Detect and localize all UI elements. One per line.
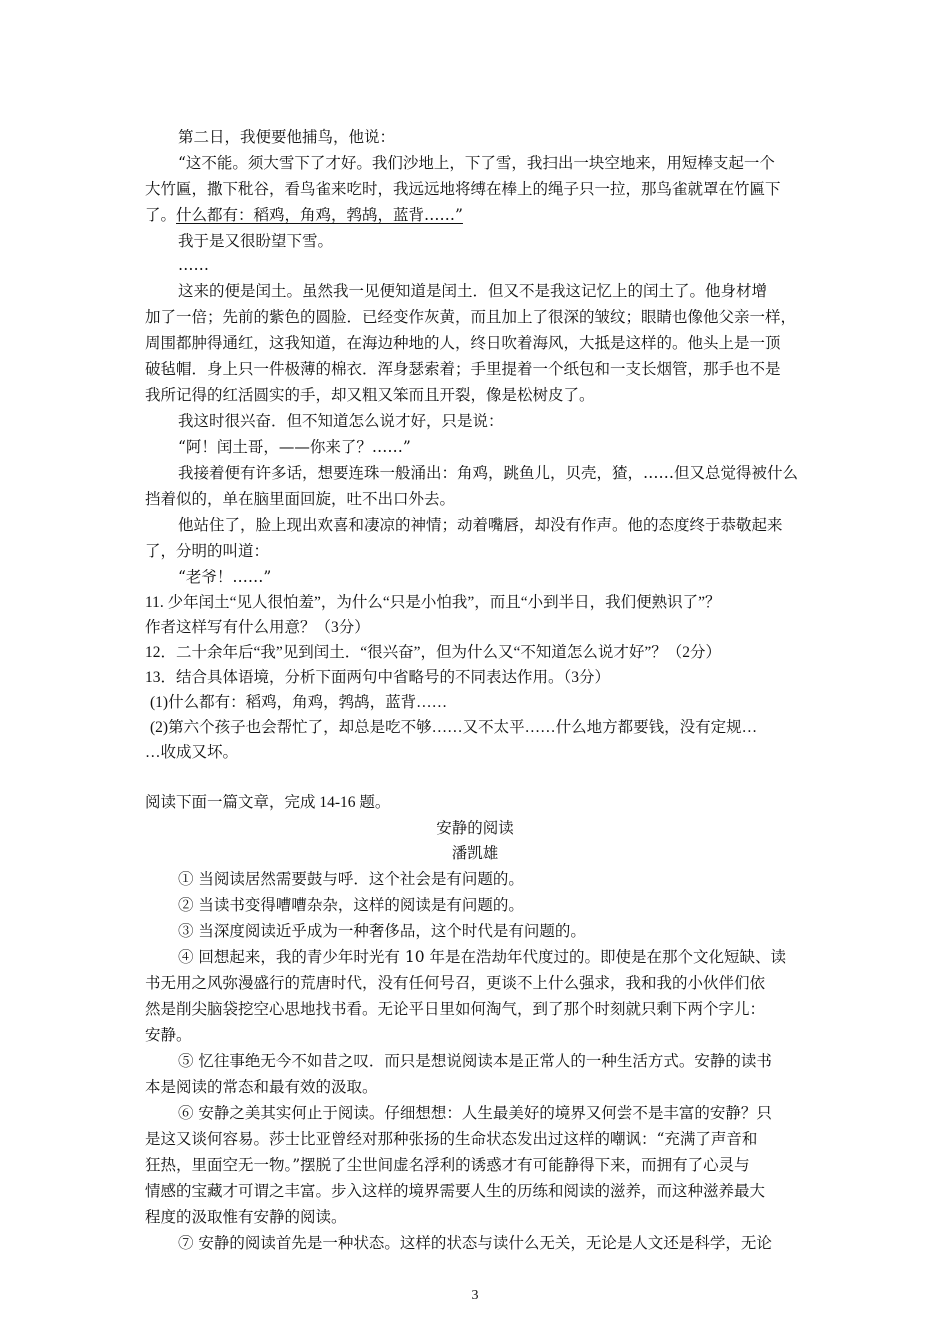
article-line: ② 当读书变得嘈嘈杂杂，这样的阅读是有问题的。 xyxy=(178,896,524,914)
article-line: 书无用之风弥漫盛行的荒唐时代，没有任何号召，更谈不上什么强求，我和我的小伙伴们依 xyxy=(145,974,766,992)
passage-line xyxy=(145,205,463,225)
passage-line: “阿！闰土哥，——你来了？……” xyxy=(178,438,411,456)
article-line: ① 当阅读居然需要鼓与呼．这个社会是有问题的。 xyxy=(178,870,524,888)
article-line: ⑤ 忆往事绝无今不如昔之叹．而只是想说阅读本是正常人的一种生活方式。安静的读书 xyxy=(178,1052,772,1070)
passage-line: 他站住了，脸上现出欢喜和凄凉的神情；动着嘴唇，却没有作声。他的态度终于恭敬起来 xyxy=(178,516,783,534)
passage-line: “老爷！……” xyxy=(178,568,272,586)
passage-line: 了，分明的叫道： xyxy=(145,542,270,560)
passage-line: 我所记得的红活圆实的手，却又粗又笨而且开裂，像是松树皮了。 xyxy=(145,386,595,404)
question-13-item-2-cont: …收成又坏。 xyxy=(145,744,239,761)
question-13: 13．结合具体语境，分析下面两句中省略号的不同表达作用。（3分） xyxy=(145,669,611,686)
passage-line: 周围都肿得通红，这我知道，在海边种地的人，终日吹着海风，大抵是这样的。他头上是一顶 xyxy=(145,334,781,352)
underlined-phrase: 什么都有：稻鸡，角鸡，鹁鸪，蓝背……” xyxy=(176,206,463,224)
article-line: 是这又谈何容易。莎士比亚曾经对那种张扬的生命状态发出过这样的嘲讽：“充满了声音和 xyxy=(145,1130,758,1148)
reading-intro: 阅读下面一篇文章，完成 14-16 题。 xyxy=(145,794,391,811)
passage-line: 这来的便是闰土。虽然我一见便知道是闰土．但又不是我这记忆上的闰土了。他身材增 xyxy=(178,282,768,300)
passage-line: 破毡帽．身上只一件极薄的棉衣．浑身瑟索着；手里提着一个纸包和一支长烟管，那手也不是 xyxy=(145,360,781,378)
article-line: ④ 回想起来，我的青少年时光有 10 年是在浩劫年代度过的。即使是在那个文化短缺、读 xyxy=(178,948,787,966)
article-line: ⑥ 安静之美其实何止于阅读。仔细想想：人生最美好的境界又何尝不是丰富的安静？只 xyxy=(178,1104,772,1122)
article-line: 情感的宝藏才可谓之丰富。步入这样的境界需要人生的历练和阅读的滋养，而这种滋养最大 xyxy=(145,1182,766,1200)
question-13-item-2: (2)第六个孩子也会帮忙了，却总是吃不够……又不太平……什么地方都要钱，没有定规… xyxy=(150,719,758,736)
article-title: 安静的阅读 xyxy=(436,819,514,837)
article-line: 然是削尖脑袋挖空心思地找书看。无论平日里如何淘气，到了那个时刻就只剩下两个字儿： xyxy=(145,1000,766,1018)
article-line: 程度的汲取惟有安静的阅读。 xyxy=(145,1208,347,1226)
passage-text: 了。 xyxy=(145,206,177,224)
passage-line: “这不能。须大雪下了才好。我们沙地上，下了雪，我扫出一块空地来，用短棒支起一个 xyxy=(178,154,775,172)
question-11: 11. 少年闰土“见人很怕羞”，为什么“只是小怕我”，而且“小到半日，我们便熟识了”？ xyxy=(145,594,721,611)
question-11-cont: 作者这样写有什么用意？（3分） xyxy=(145,619,370,636)
passage-line: 我接着便有许多话，想要连珠一般涌出：角鸡，跳鱼儿，贝壳，猹，……但又总觉得被什么 xyxy=(178,464,799,482)
article-line: 安静。 xyxy=(145,1026,192,1044)
passage-line: 挡着似的，单在脑里面回旋，吐不出口外去。 xyxy=(145,490,456,508)
passage-ellipsis: …… xyxy=(178,256,209,274)
article-line: 狂热，里面空无一物。”摆脱了尘世间虚名浮利的诱惑才有可能静得下来，而拥有了心灵与 xyxy=(145,1156,750,1174)
article-author: 潘凯雄 xyxy=(451,844,499,862)
passage-line: 我这时很兴奋．但不知道怎么说才好，只是说： xyxy=(178,412,504,430)
passage-line: 我于是又很盼望下雪。 xyxy=(178,232,334,250)
question-13-item-1: (1)什么都有：稻鸡，角鸡，鹁鸪，蓝背…… xyxy=(150,694,448,711)
page-number: 3 xyxy=(471,1288,479,1303)
passage-line: 大竹匾，撒下秕谷，看鸟雀来吃时，我远远地将缚在棒上的绳子只一拉，那鸟雀就罩在竹匾下 xyxy=(145,180,781,198)
question-12: 12．二十余年后“我”见到闰土．“很兴奋”，但为什么又“不知道怎么说才好”？（2分） xyxy=(145,644,722,661)
passage-line: 加了一倍；先前的紫色的圆脸．已经变作灰黄，而且加上了很深的皱纹；眼睛也像他父亲一样， xyxy=(145,308,797,326)
passage-line: 第二日，我便要他捕鸟，他说： xyxy=(178,128,396,146)
article-line: ③ 当深度阅读近乎成为一种奢侈品，这个时代是有问题的。 xyxy=(178,922,586,940)
article-line: 本是阅读的常态和最有效的汲取。 xyxy=(145,1078,378,1096)
article-line: ⑦ 安静的阅读首先是一种状态。这样的状态与读什么无关，无论是人文还是科学，无论 xyxy=(178,1234,772,1252)
